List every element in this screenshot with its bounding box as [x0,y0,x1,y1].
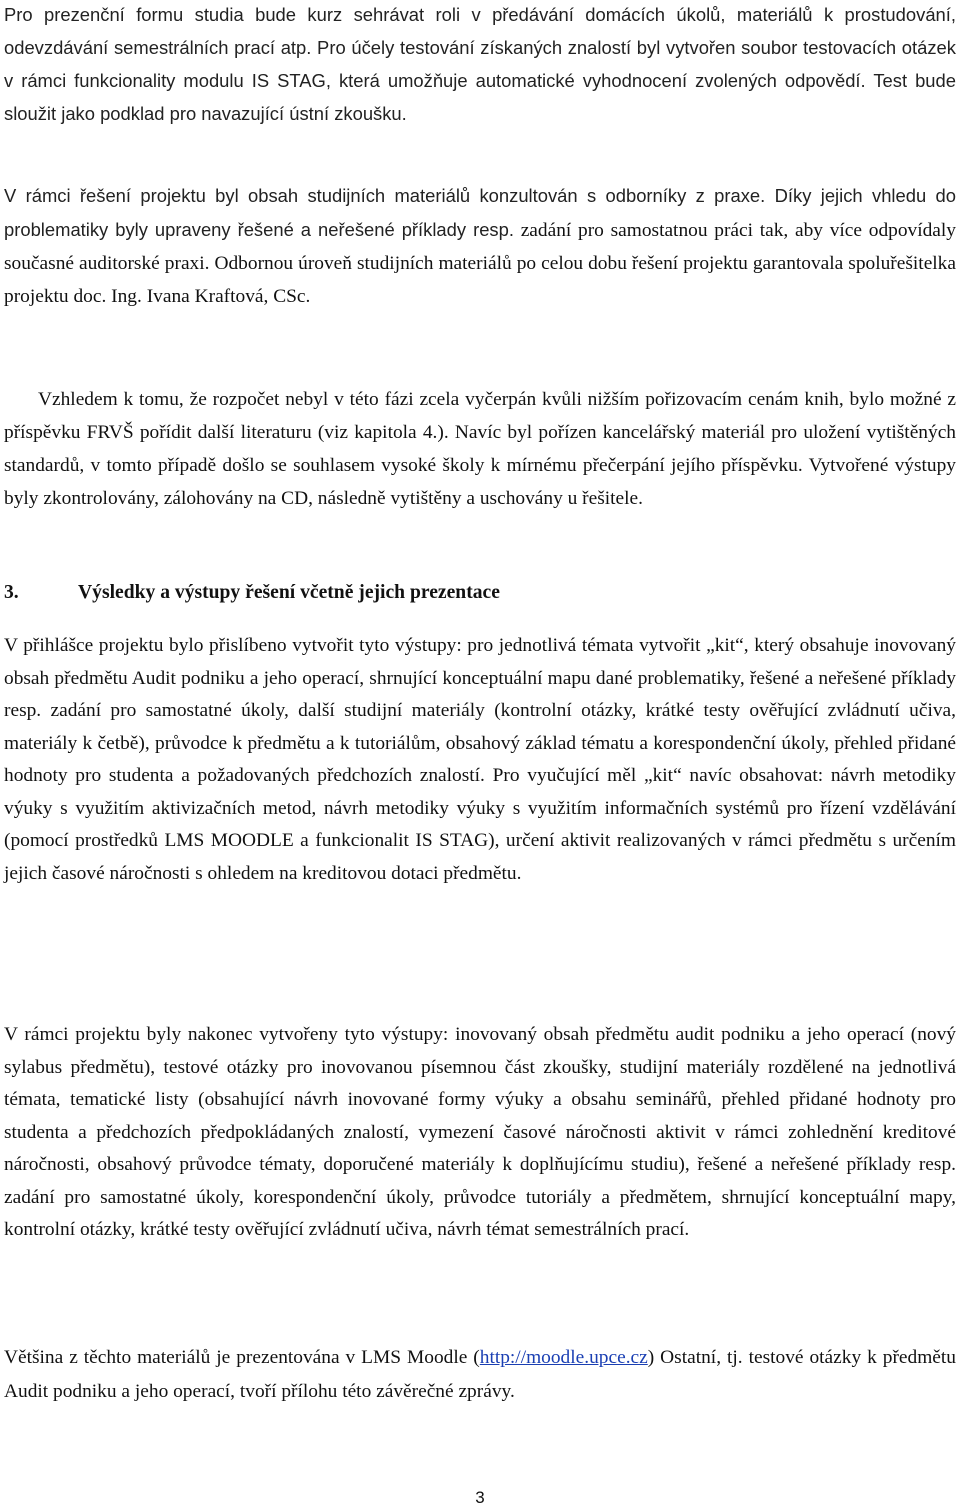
paragraph-moodle [4,1341,956,1409]
moodle-text-before: Většina z těchto materiálů je prezentována v LMS Moodle ( [4,1347,480,1368]
section-heading [4,579,956,607]
moodle-text-after: ) Ostatní, tj. testové otázky k předmětu Audit podniku a jeho operací, tvoří přílohu této závěrečné zprávy. [4,1347,956,1402]
paragraph-prezencni-forma: Pro prezenční formu studia bude kurz sehrávat roli v předávání domácích úkolů, materiálů k prostudování, odevzdávání semestrálních prací atp. Pro účely testování získaných znalostí byl vytvořen soubor testovacích otázek v rámci funkcionality modulu IS STAG, která umožňuje automatické vyhodnocení zvolených odpovědí. Test bude sloužit jako podklad pro navazující ústní zkoušku. [4,4,956,124]
moodle-link[interactable]: http://moodle.upce.cz [479,1347,648,1368]
section-title: Výsledky a výstupy řešení včetně jejich prezentace [78,582,500,603]
paragraph-vystupy: V rámci projektu byly nakonec vytvořeny tyto výstupy: inovovaný obsah předmětu audit podniku a jeho operací (nový sylabus předmětu), testové otázky pro inovovanou písemnou část zkoušky, studijní materiály rozdělené na jednotlivá témata, tematické listy (obsahující návrh inovované formy výuky a obsahu seminářů, přehled přidané hodnoty pro studenta a předchozích předpokládaných znalostí, vymezení časové náročnosti aktivit v rámci zohlednění kreditové náročnosti, obsahový průvodce tématy, doporučené materiály k doplňujícímu studiu), řešené a neřešené příklady resp. zadání pro samostatné úkoly, korespondenční úkoly, průvodce tutoriály a předmětem, shrnující konceptuální mapy, kontrolní otázky, krátké testy ověřující zvládnutí učiva, návrh témat semestrálních prací. [4,1024,956,1240]
paragraph-konzultace [4,179,956,313]
paragraph-rozpocet: Vzhledem k tomu, že rozpočet nebyl v této fázi zcela vyčerpán kvůli nižším pořizovacím cenám knih, bylo možné z příspěvku FRVŠ pořídit další literaturu (viz kapitola 4.). Navíc byl pořízen kancelářský materiál pro uložení vytištěných standardů, v tomto případě došlo se souhlasem vysoké školy k mírnému přečerpání jejího příspěvku. Vytvořené výstupy byly zkontrolovány, zálohovány na CD, následně vytištěny a uschovány u řešitele. [4,389,956,509]
page-number: 3 [475,1488,485,1507]
paragraph-konzultace-serif-part: zadání pro samostatnou práci tak, aby více odpovídaly současné auditorské praxi. Odbornou úroveň studijních materiálů po celou dobu řešení projektu garantovala spoluřešitelka projektu doc. Ing. Ivana Kraftová, CSc. [4,220,956,307]
section-number: 3. [4,582,19,603]
paragraph-prihlaska: V přihlášce projektu bylo přislíbeno vytvořit tyto výstupy: pro jednotlivá témata vytvořit „kit“, který obsahuje inovovaný obsah předmětu Audit podniku a jeho operací, shrnující konceptuální mapu dané problematiky, řešené a neřešené příklady resp. zadání pro samostatné úkoly, další studijní materiály (kontrolní otázky, krátké testy ověřující zvládnutí učiva, materiály k četbě), průvodce k předmětu a k tutoriálům, obsahový základ tématu a korespondenční úkoly, přehled přidané hodnoty pro studenta a požadovaných předchozích znalostí. Pro vyučující měl „kit“ navíc obsahovat: návrh metodiky výuky s využitím aktivizačních metod, návrh metodiky výuky s využitím informačních systémů pro řízení vzdělávání (pomocí prostředků LMS MOODLE a funkcionalit IS STAG), určení aktivit realizovaných v rámci předmětu s určením jejich časové náročnosti s ohledem na kreditovou dotaci předmětu. [4,635,956,884]
paragraph-konzultace-sans-part: V rámci řešení projektu byl obsah studijních materiálů konzultován s odborníky z praxe. Díky jejich vhledu do problematiky byly upraveny řešené a neřešené příklady resp. [4,185,956,240]
